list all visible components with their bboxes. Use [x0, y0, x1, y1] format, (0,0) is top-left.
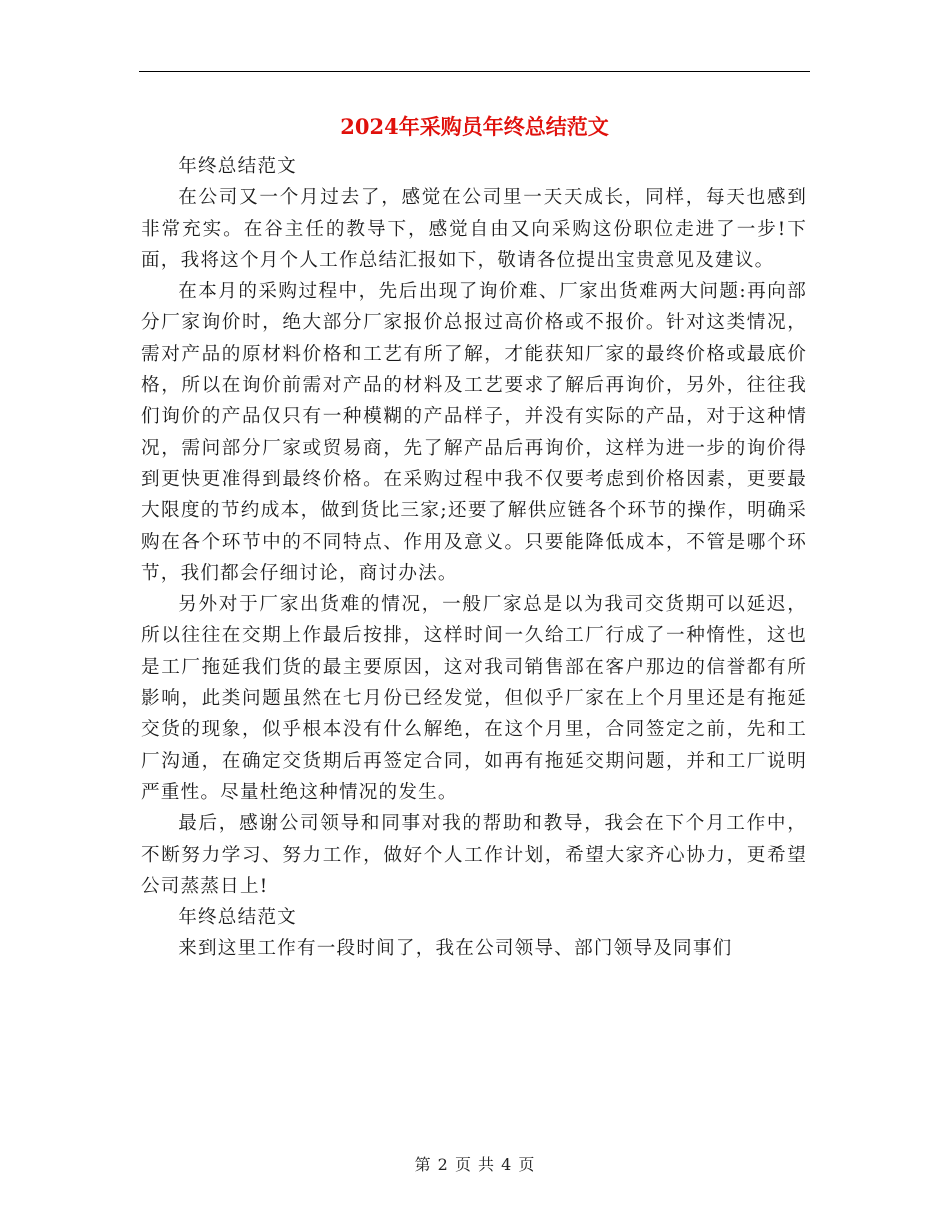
paragraph: 在本月的采购过程中，先后出现了询价难、厂家出货难两大问题:再向部分厂家询价时，绝大部分厂家报价总报过高价格或不报价。针对这类情况，需对产品的原材料价格和工艺有所了解，才能获知厂家的最终价格或最底价格，所以在询价前需对产品的材料及工艺要求了解后再询价，另外，往往我们询价的产品仅只有一种模糊的产品样子，并没有实际的产品，对于这种情况，需问部分厂家或贸易商，先了解产品后再询价，这样为进一步的询价得到更快更准得到最终价格。在采购过程中我不仅要考虑到价格因素，更要最大限度的节约成本，做到货比三家;还要了解供应链各个环节的操作，明确采购在各个环节中的不同特点、作用及意义。只要能降低成本，不管是哪个环节，我们都会仔细讨论，商讨办法。 — [141, 281, 807, 584]
page-footer — [0, 1154, 950, 1176]
paragraph: 另外对于厂家出货难的情况，一般厂家总是以为我司交货期可以延迟，所以往往在交期上作最后按排，这样时间一久给工厂行成了一种惰性，这也是工厂拖延我们货的最主要原因，这对我司销售部在客户那边的信誉都有所影响，此类问题虽然在七月份已经发觉，但似乎厂家在上个月里还是有拖延交货的现象，似乎根本没有什么解绝，在这个月里，合同签定之前，先和工厂沟通，在确定交货期后再签定合同，如再有拖延交期问题，并和工厂说明严重性。尽量杜绝这种情况的发生。 — [141, 594, 807, 803]
paragraph: 来到这里工作有一段时间了，我在公司领导、部门领导及同事们 — [178, 938, 733, 960]
section-heading: 年终总结范文 — [178, 907, 297, 929]
page-number: 第 2 页 共 4 页 — [414, 1155, 536, 1174]
document-body — [141, 151, 807, 965]
document-title: 2024年采购员年终总结范文 — [340, 114, 609, 139]
header-rule — [139, 71, 810, 72]
paragraph: 在公司又一个月过去了，感觉在公司里一天天成长，同样，每天也感到非常充实。在谷主任的教导下，感觉自由又向采购这份职位走进了一步!下面，我将这个月个人工作总结汇报如下，敬请各位提出宝贵意见及建议。 — [141, 187, 807, 271]
paragraph: 最后，感谢公司领导和同事对我的帮助和教导，我会在下个月工作中，不断努力学习、努力工作，做好个人工作计划，希望大家齐心协力，更希望公司蒸蒸日上! — [141, 813, 807, 897]
section-heading: 年终总结范文 — [178, 156, 297, 177]
